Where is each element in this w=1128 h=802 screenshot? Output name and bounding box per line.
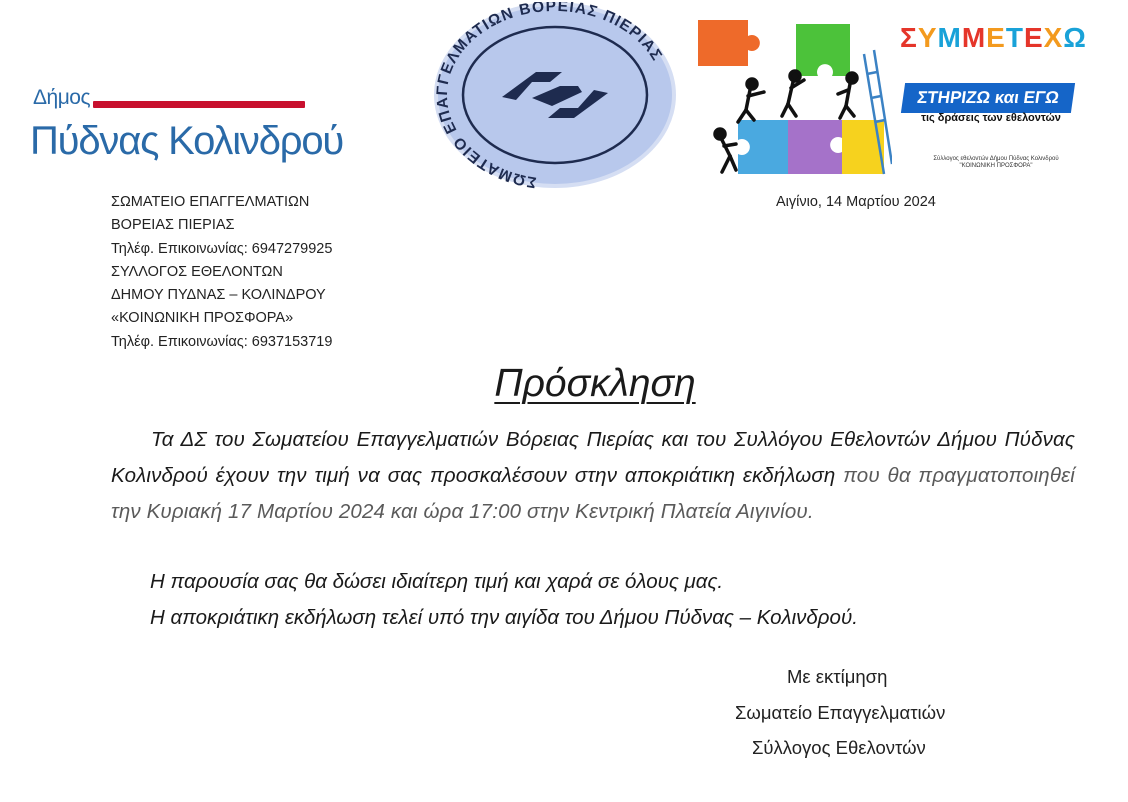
- sender-phone: Τηλέφ. Επικοινωνίας: 6947279925: [111, 240, 333, 257]
- municipality-logo-name: Πύδνας Κολινδρού: [30, 119, 344, 163]
- invitation-text-part1: Τα ΔΣ του Σωματείου Επαγγελματιών Βόρειας Πιερίας και του Συλλόγου Εθελοντών Δήμου Πύδνας Κολινδρού έχουν την τιμή να σας προσκαλέσουν στην αποκριάτικη εκδήλωση: [111, 428, 1075, 487]
- sender-block: [111, 191, 332, 354]
- invitation-text-part2: που θα πραγματοποιηθεί την Κυριακή 17 Μαρτίου 2024 και ώρα 17:00 στην Κεντρική Πλατεία Αιγινίου.: [111, 464, 1075, 523]
- sender-line: ΒΟΡΕΙΑΣ ΠΙΕΡΙΑΣ: [111, 217, 235, 234]
- municipality-logo: [30, 82, 344, 182]
- invitation-line-honor: Η παρουσία σας θα δώσει ιδιαίτερη τιμή και χαρά σε όλους μας.: [150, 570, 724, 593]
- volunteers-logo-note-line2: "ΚΟΙΝΩΝΙΚΗ ΠΡΟΣΦΟΡΑ": [959, 163, 1033, 169]
- volunteers-logo-subtitle: τις δράσεις των εθελοντών: [921, 112, 1061, 124]
- municipality-logo-red-bar: [93, 101, 305, 108]
- sender-phone: Τηλέφ. Επικοινωνίας: 6937153719: [111, 333, 333, 350]
- document-date: Αιγίνιο, 14 Μαρτίου 2024: [776, 194, 936, 210]
- signature-closing: Με εκτίμηση: [787, 666, 888, 687]
- invitation-line-auspices: Η αποκριάτικη εκδήλωση τελεί υπό την αιγίδα του Δήμου Πύδνας – Κολινδρού.: [150, 606, 858, 629]
- volunteers-logo: [690, 10, 1087, 188]
- document-title: Πρόσκληση: [494, 362, 696, 405]
- sender-line: ΔΗΜΟΥ ΠΥΔΝΑΣ – ΚΟΛΙΝΔΡΟΥ: [111, 287, 326, 304]
- signature-signer-association: Σωματείο Επαγγελματιών: [735, 702, 946, 723]
- association-seal-logo: [432, 2, 678, 192]
- volunteers-logo-banner: ΣΤΗΡΙΖΩ και ΕΓΩ: [901, 83, 1075, 113]
- sender-line: «ΚΟΙΝΩΝΙΚΗ ΠΡΟΣΦΟΡΑ»: [111, 310, 294, 327]
- invitation-paragraph: [111, 422, 1075, 530]
- signature-signer-volunteers: Σύλλογος Εθελοντών: [752, 737, 926, 758]
- volunteers-logo-note: [916, 156, 1076, 170]
- sender-line: ΣΩΜΑΤΕΙΟ ΕΠΑΓΓΕΛΜΑΤΙΩΝ: [111, 194, 310, 210]
- seal-ring-text: ΣΩΜΑΤΕΙΟ ΕΠΑΓΓΕΛΜΑΤΙΩΝ ΒΟΡΕΙΑΣ ΠΙΕΡΙΑΣ: [433, 2, 666, 191]
- puzzle-people-icon: [692, 14, 892, 184]
- sender-line: ΣΥΛΛΟΓΟΣ ΕΘΕΛΟΝΤΩΝ: [111, 263, 283, 280]
- volunteers-logo-note-line1: Σύλλογος εθελοντών Δήμου Πύδνας Κολινδρού: [933, 156, 1059, 162]
- municipality-logo-small-text: Δήμος: [33, 86, 91, 109]
- volunteers-logo-title: ΣΥΜΜΕΤΕΧΩ: [900, 22, 1087, 53]
